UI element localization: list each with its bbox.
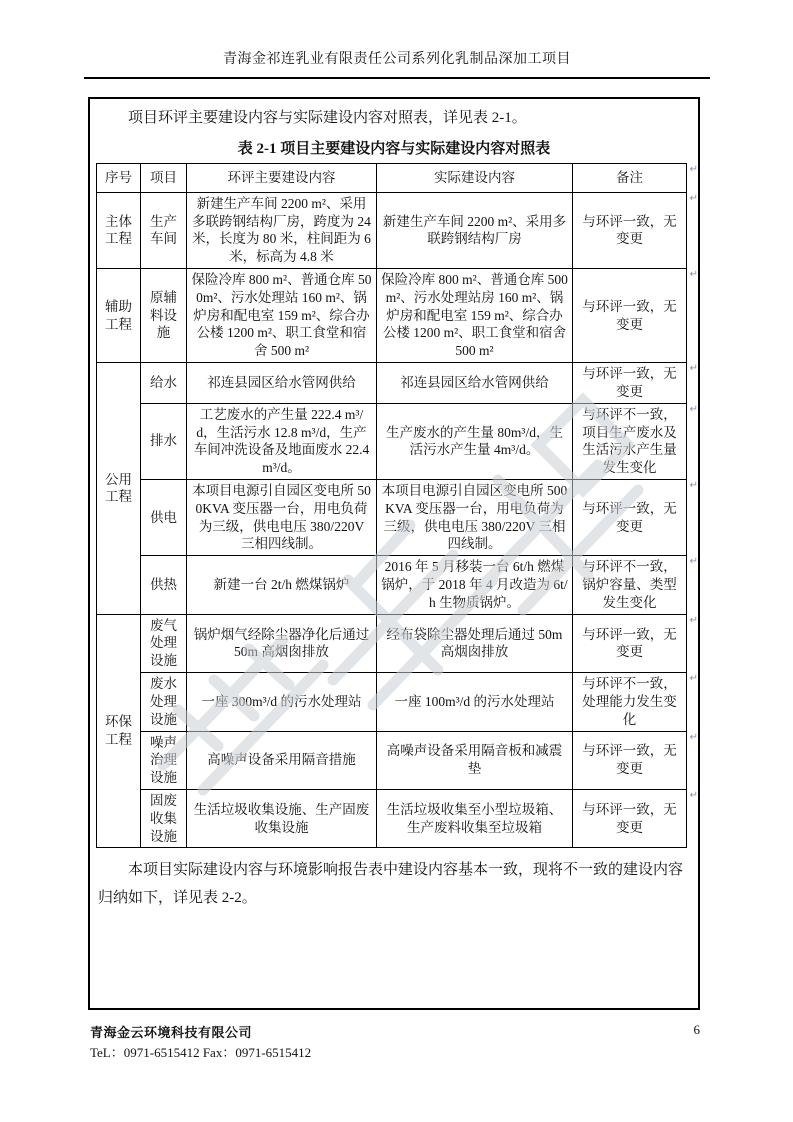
cell-remark: 与环评不一致，锅炉容量、类型发生变化 ↵ <box>573 556 687 614</box>
cell-section: 环保工程 <box>97 614 141 848</box>
page-number: 6 <box>693 1022 700 1037</box>
paragraph-mark-icon: ↵ <box>689 673 698 685</box>
cell-remark: 与环评一致，无变更 ↵ <box>573 731 687 789</box>
cell-eia: 锅炉烟气经除尘器净化后通过 50m 高烟囱排放 <box>187 614 377 672</box>
content-border-box <box>88 97 700 1010</box>
cell-remark: 与环评一致，无变更 ↵ <box>573 269 687 363</box>
column-header-5: 备注 ↵ <box>573 163 687 192</box>
cell-remark: 与环评一致，无变更 ↵ <box>573 363 687 404</box>
paragraph-mark-icon: ↵ <box>689 363 698 375</box>
cell-actual: 生活垃圾收集至小型垃圾箱、生产废料收集至垃圾箱 <box>377 789 573 847</box>
page-header <box>84 48 710 79</box>
cell-actual: 祁连县园区给水管网供给 <box>377 363 573 404</box>
table-row <box>97 731 687 789</box>
cell-item: 供电 <box>141 479 187 555</box>
table-header-row <box>97 163 687 192</box>
closing-paragraph: 本项目实际建设内容与环境影响报告表中建设内容基本一致，现将不一致的建设内容归纳如下，详见表 2-2。 <box>98 862 684 907</box>
paragraph-mark-icon: ↵ <box>689 163 698 175</box>
cell-actual: 高噪声设备采用隔音板和减震垫 <box>377 731 573 789</box>
paragraph-mark-icon: ↵ <box>689 556 698 568</box>
cell-actual: 一座 100m³/d 的污水处理站 <box>377 673 573 731</box>
cell-remark: 与环评不一致，项目生产废水及生活污水产生量发生变化 ↵ <box>573 403 687 479</box>
document-header-title: 青海金祁连乳业有限责任公司系列化乳制品深加工项目 <box>223 52 571 67</box>
table-row <box>97 614 687 672</box>
cell-eia: 新建生产车间 2200 m²、采用多联跨钢结构厂房，跨度为 24 米，长度为 80 米，柱间距为 6 米，标高为 4.8 米 <box>187 192 377 268</box>
paragraph-mark-icon: ↵ <box>689 789 698 801</box>
cell-remark: 与环评一致，无变更 ↵ <box>573 479 687 555</box>
cell-item: 废水处理设施 <box>141 673 187 731</box>
cell-item: 固废收集设施 <box>141 789 187 847</box>
cell-eia: 一座 300m³/d 的污水处理站 <box>187 673 377 731</box>
cell-actual: 经布袋除尘器处理后通过 50m 高烟囱排放 <box>377 614 573 672</box>
cell-actual: 新建生产车间 2200 m²、采用多联跨钢结构厂房 <box>377 192 573 268</box>
cell-section: 公用工程 <box>97 363 141 615</box>
paragraph-mark-icon: ↵ <box>689 614 698 626</box>
column-header-3: 环评主要建设内容 <box>187 163 377 192</box>
cell-remark: 与环评不一致，处理能力发生变化 ↵ <box>573 673 687 731</box>
table-row <box>97 363 687 404</box>
cell-eia: 生活垃圾收集设施、生产固废收集设施 <box>187 789 377 847</box>
paragraph-mark-icon: ↵ <box>689 403 698 415</box>
table-row <box>97 789 687 847</box>
column-header-2: 项目 <box>141 163 187 192</box>
cell-item: 排水 <box>141 403 187 479</box>
table-row <box>97 192 687 268</box>
cell-remark: 与环评一致，无变更 ↵ <box>573 614 687 672</box>
cell-eia: 新建一台 2t/h 燃煤锅炉 <box>187 556 377 614</box>
cell-eia: 本项目电源引自园区变电所 500KVA 变压器一台，用电负荷为三级，供电电压 380/220V 三相四线制。 <box>187 479 377 555</box>
cell-eia: 工艺废水的产生量 222.4 m³/d，生活污水 12.8 m³/d，生产车间冲洗设备及地面废水 22.4 m³/d。 <box>187 403 377 479</box>
table-row <box>97 479 687 555</box>
cell-eia: 祁连县园区给水管网供给 <box>187 363 377 404</box>
cell-item: 废气处理设施 <box>141 614 187 672</box>
footer-company-name: 青海金云环境科技有限公司 <box>90 1025 253 1040</box>
cell-actual: 本项目电源引自园区变电所 500KVA 变压器一台，用电负荷为三级，供电电压 380/220V 三相四线制。 <box>377 479 573 555</box>
paragraph-mark-icon: ↵ <box>689 479 698 491</box>
cell-eia: 保险冷库 800 m²、普通仓库 500m²、污水处理站 160 m²、锅炉房和配电室 159 m²、综合办公楼 1200 m²、职工食堂和宿舍 500 m² <box>187 269 377 363</box>
paragraph-mark-icon: ↵ <box>689 192 698 204</box>
comparison-table <box>96 163 698 849</box>
cell-item: 供热 <box>141 556 187 614</box>
cell-item: 噪声治理设施 <box>141 731 187 789</box>
table-row <box>97 556 687 614</box>
intro-paragraph: 项目环评主要建设内容与实际建设内容对照表，详见表 2-1。 <box>128 110 527 126</box>
table-row <box>97 403 687 479</box>
paragraph-mark-icon: ↵ <box>689 269 698 280</box>
table-row <box>97 673 687 731</box>
cell-item: 给水 <box>141 363 187 404</box>
column-header-4: 实际建设内容 <box>377 163 573 192</box>
cell-remark: 与环评一致，无变更 ↵ <box>573 192 687 268</box>
cell-section: 辅助工程 <box>97 269 141 363</box>
page-footer <box>90 1022 702 1061</box>
table-row <box>97 269 687 363</box>
footer-contact: TeL：0971-6515412 Fax：0971-6515412 <box>90 1045 312 1060</box>
cell-actual: 2016 年 5 月移装一台 6t/h 燃煤锅炉，于 2018 年 4 月改造为 6t/h 生物质锅炉。 <box>377 556 573 614</box>
column-header-1: 序号 <box>97 163 141 192</box>
table-caption: 表 2-1 项目主要建设内容与实际建设内容对照表 <box>237 140 551 157</box>
cell-item: 生产车间 <box>141 192 187 268</box>
cell-remark: 与环评一致，无变更 ↵ <box>573 789 687 847</box>
cell-section: 主体工程 <box>97 192 141 268</box>
cell-actual: 保险冷库 800 m²、普通仓库 500m²、污水处理站房 160 m²、锅炉房和配电室 159 m²、综合办公楼 1200 m²、职工食堂和宿舍 500 m² <box>377 269 573 363</box>
cell-eia: 高噪声设备采用隔音措施 <box>187 731 377 789</box>
cell-item: 原辅料设施 <box>141 269 187 363</box>
cell-actual: 生产废水的产生量 80m³/d，生活污水产生量 4m³/d。 <box>377 403 573 479</box>
paragraph-mark-icon: ↵ <box>689 731 698 743</box>
